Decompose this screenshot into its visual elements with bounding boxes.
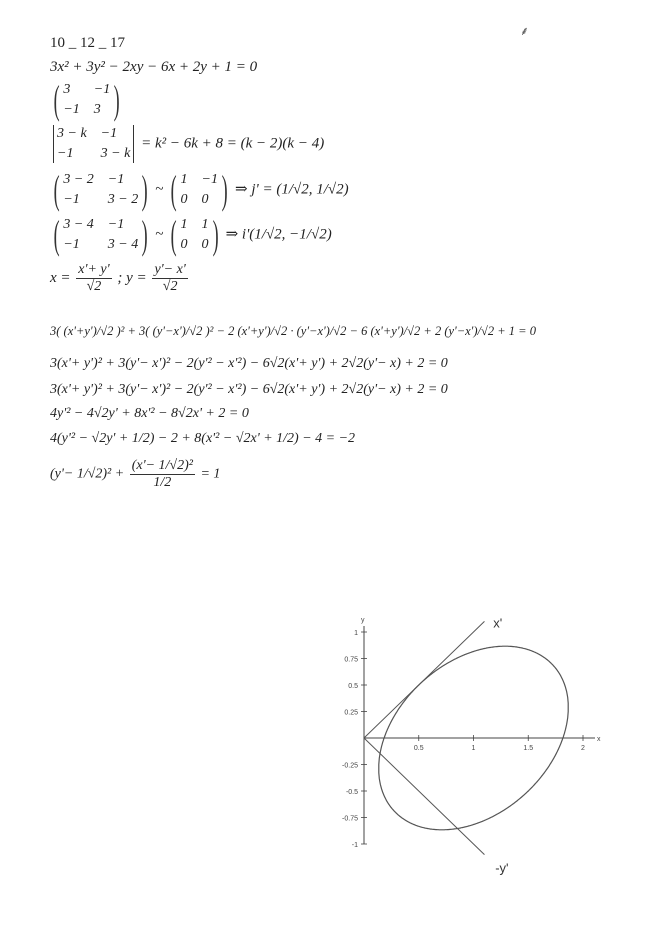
fraction-numerator: y'− x' bbox=[154, 262, 186, 277]
y-prime-axis bbox=[364, 738, 484, 855]
fraction-denominator: √2 bbox=[86, 279, 102, 294]
matrix-cell: −1 bbox=[63, 237, 80, 252]
equation-line-9: 3(x'+ y')² + 3(y'− x')² − 2(y'² − x'²) − 6√2(x'+ y') + 2√2(y'− x) + 2 = 0 bbox=[50, 382, 448, 397]
y-tick-label: -0.5 bbox=[345, 789, 358, 796]
equation-line-8: 3(x'+ y')² + 3(y'− x')² − 2(y'² − x'²) − 6√2(x'+ y') + 2√2(y'− x) + 2 = 0 bbox=[50, 356, 448, 371]
y-tick-label: 0.5 bbox=[348, 683, 358, 690]
x-prime-label: x' bbox=[493, 615, 503, 631]
y-tick-label: 0.25 bbox=[344, 709, 358, 717]
matrix-cell: −1 bbox=[93, 82, 111, 97]
matrix-cell: 3 − 4 bbox=[107, 237, 139, 252]
x-tick-label: 1 bbox=[471, 745, 476, 752]
matrix-cell: 1 bbox=[180, 172, 188, 187]
equation-line-10: 4y'² − 4√2y' + 8x'² − 8√2x' + 2 = 0 bbox=[50, 406, 249, 421]
y-tick-label: -0.75 bbox=[342, 815, 358, 823]
matrix-cell: −1 bbox=[57, 146, 74, 161]
left-paren-icon: ( bbox=[170, 167, 177, 212]
right-paren-icon: ) bbox=[113, 77, 120, 122]
matrix-cell: −1 bbox=[107, 172, 125, 187]
matrix-cell: 0 bbox=[180, 237, 188, 252]
matrix-cell: 3 − 4 bbox=[63, 217, 94, 232]
eigenvector-i: ⇒ i'(1/√2, −1/√2) bbox=[225, 226, 332, 243]
scan-mark-icon: ⸙ bbox=[520, 24, 530, 38]
matrix-cell: −1 bbox=[201, 172, 218, 187]
y-axis-label: y bbox=[361, 617, 365, 624]
x-tick-label: 2 bbox=[581, 745, 585, 752]
right-paren-icon: ) bbox=[212, 212, 219, 257]
left-paren-icon: ( bbox=[53, 77, 60, 122]
matrix-cell: 0 bbox=[201, 192, 209, 207]
y-tick-label: 1 bbox=[354, 630, 358, 637]
equation-line-1: 3x² + 3y² − 2xy − 6x + 2y + 1 = 0 bbox=[50, 59, 258, 75]
matrix-cell: 3 bbox=[63, 82, 71, 97]
matrix-cell: 3 − 2 bbox=[63, 172, 94, 187]
sub-y-lhs: ; y = bbox=[117, 269, 147, 286]
final-term-y: (y'− 1/√2)² + bbox=[50, 466, 125, 482]
y-tick-label: 0.75 bbox=[344, 656, 358, 664]
equation-line-7: 3( (x'+y')/√2 )² + 3( (y'−x')/√2 )² − 2 (x'+y')/√2 · (y'−x')/√2 − 6 (x'+y')/√2 + 2 (y'−x')/√2 + 1 = 0 bbox=[50, 324, 536, 338]
fraction-denominator: √2 bbox=[162, 279, 178, 294]
sub-x-lhs: x = bbox=[50, 269, 71, 286]
matrix-cell: −1 bbox=[100, 126, 118, 141]
y-tick-label: -0.25 bbox=[342, 762, 358, 770]
right-paren-icon: ) bbox=[141, 167, 148, 212]
matrix-cell: −1 bbox=[107, 217, 125, 232]
matrix-cell: 3 − k bbox=[100, 146, 131, 161]
matrix-cell: 1 bbox=[180, 217, 188, 232]
fraction-numerator: (x'− 1/√2)² bbox=[131, 458, 193, 473]
matrix-cell: 0 bbox=[180, 192, 188, 207]
x-prime-axis bbox=[364, 621, 484, 738]
fraction-denominator: 1/2 bbox=[153, 475, 172, 490]
matrix-cell: 3 − 2 bbox=[107, 192, 139, 207]
matrix-cell: −1 bbox=[63, 102, 80, 117]
matrix-cell: 3 − k bbox=[57, 126, 87, 141]
similar-sign: ~ bbox=[155, 181, 164, 198]
right-paren-icon: ) bbox=[141, 212, 148, 257]
matrix-cell: 0 bbox=[201, 237, 209, 252]
left-paren-icon: ( bbox=[53, 212, 60, 257]
equation-line-11: 4(y'² − √2y' + 1/2) − 2 + 8(x'² − √2x' + 1/2) − 4 = −2 bbox=[50, 431, 356, 446]
left-paren-icon: ( bbox=[53, 167, 60, 212]
x-tick-label: 0.5 bbox=[413, 745, 424, 752]
final-equals: = 1 bbox=[200, 466, 221, 482]
y-prime-label: -y' bbox=[495, 860, 509, 876]
matrix-cell: 3 bbox=[93, 102, 101, 117]
right-paren-icon: ) bbox=[221, 167, 228, 212]
fraction-numerator: x'+ y' bbox=[78, 262, 110, 277]
x-axis-label: x bbox=[597, 736, 601, 743]
y-tick-label: -1 bbox=[351, 842, 358, 849]
x-tick-label: 1.5 bbox=[523, 745, 534, 752]
matrix-cell: 1 bbox=[201, 217, 209, 232]
date-header: 10 _ 12 _ 17 bbox=[50, 35, 125, 51]
left-paren-icon: ( bbox=[170, 212, 177, 257]
similar-sign: ~ bbox=[155, 226, 164, 243]
characteristic-polynomial: = k² − 6k + 8 = (k − 2)(k − 4) bbox=[141, 135, 325, 152]
matrix-cell: −1 bbox=[63, 192, 80, 207]
eigenvector-j: ⇒ j' = (1/√2, 1/√2) bbox=[235, 181, 349, 198]
